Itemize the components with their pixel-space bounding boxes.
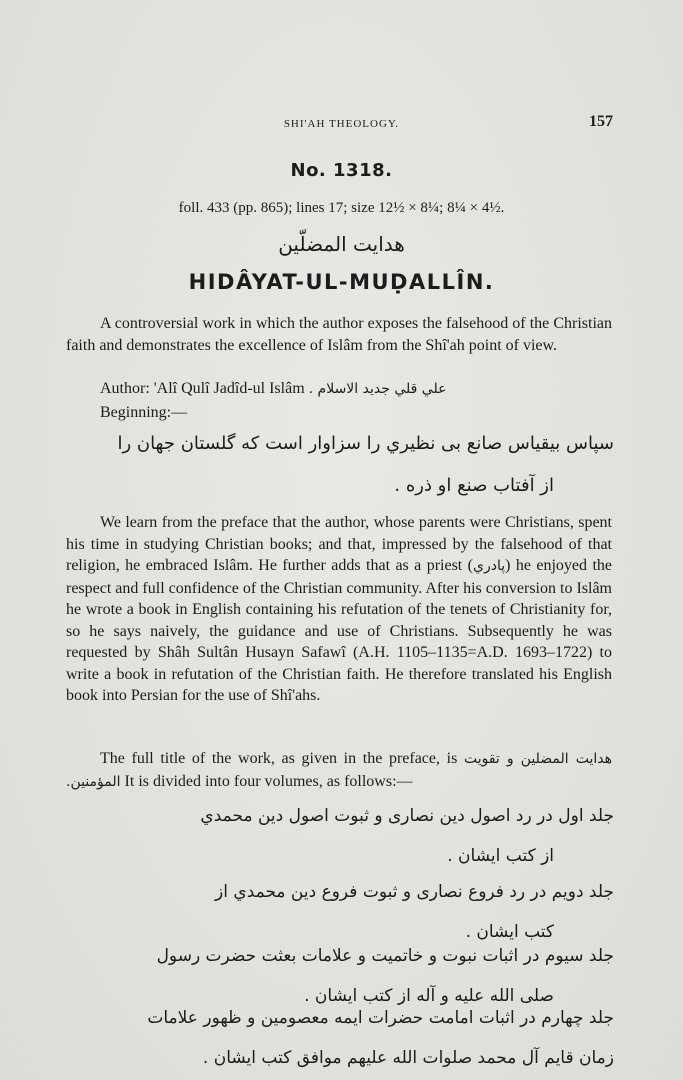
- volume-3-line-1: جلد سيوم در اثبات نبوت و خاتميت و علامات بعثت حضرت رسول: [156, 946, 614, 966]
- body-p2-part-a: The full title of the work, as given in the preface, is: [100, 750, 458, 767]
- body-p1-persian: پادري: [473, 558, 506, 574]
- title-latin: HIDÂYAT-UL-MUḌALLÎN.: [188, 270, 495, 294]
- beginning-text: [66, 423, 614, 507]
- body-p1-part-b: ) he enjoyed the respect and full confidence of the Christian community. After his conversion to Islâm he wrote a book in English containing his refutation of the tenets of Christianity for, so he says naively, the guidance and use of Christians. Subsequently he was requested by Shâh Sultân Husayn Safawî (A.H. 1105–1135=A.D. 1693–1722) to write a book in refutation of the Christian faith. He therefore translated his English book into Persian for the use of Shî'ahs.: [66, 557, 613, 704]
- author-line: [100, 380, 446, 398]
- running-head: SHI'AH THEOLOGY.: [283, 118, 400, 130]
- volume-2-line-2: كتب ايشان .: [465, 922, 554, 942]
- volume-4-line-2: زمان قايم آل محمد صلوات الله عليهم موافق كتب ايشان .: [202, 1048, 614, 1068]
- body-p2-persian: هدايت المضلين و تقويت المؤمنين.: [66, 751, 613, 790]
- beginning-label: Beginning:—: [100, 404, 188, 421]
- body-p1-part-a: We learn from the preface that the author, whose parents were Christians, spent his time in studying Christian books; and that, impressed by the falsehood of that religion, he embraced Islâm. He further adds that as a priest (: [66, 514, 612, 574]
- description-paragraph: [66, 313, 612, 356]
- body-paragraph-2: [66, 748, 612, 793]
- volume-4: [66, 998, 614, 1078]
- author-name: 'Alî Qulî Jadîd-ul Islâm: [153, 380, 305, 397]
- volume-2-line-1: جلد دويم در رد فروع نصارى و ثبوت فروع دين محمدي از: [215, 882, 614, 902]
- beginning-line-1: سپاس بيقياس صانع بى نظيري را سزاوار است كه گلستان جهان را: [117, 433, 614, 454]
- title-persian: هدايت المضلّين: [278, 232, 405, 256]
- page-number: 157: [589, 113, 613, 130]
- author-label: Author:: [100, 380, 150, 397]
- body-p2-part-b: It is divided into four volumes, as follows:—: [124, 772, 413, 790]
- beginning-line-2: از آفتاب صنع او ذره .: [394, 475, 554, 496]
- volume-1-line-1: جلد اول در رد اصول دين نصارى و ثبوت اصول دين محمدي: [200, 806, 614, 826]
- volume-3-line-2: صلى الله عليه و آله از كتب ايشان .: [304, 986, 554, 1006]
- physical-description: foll. 433 (pp. 865); lines 17; size 12½ × 8¼; 8¼ × 4½.: [178, 200, 505, 216]
- body-paragraph-1: [66, 512, 612, 707]
- volume-1-line-2: از كتب ايشان .: [447, 846, 554, 866]
- volume-1: [66, 796, 614, 876]
- manuscript-number: No. 1318.: [290, 160, 393, 181]
- author-persian: علي قلي جديد الاسلام .: [308, 381, 447, 397]
- volume-4-line-1: جلد چهارم در اثبات امامت حضرات ايمه معصومين و ظهور علامات: [147, 1008, 614, 1028]
- description-text: A controversial work in which the author exposes the falsehood of the Christian faith and demonstrates the excellence of Islâm from the Shî'ah point of view.: [66, 315, 612, 354]
